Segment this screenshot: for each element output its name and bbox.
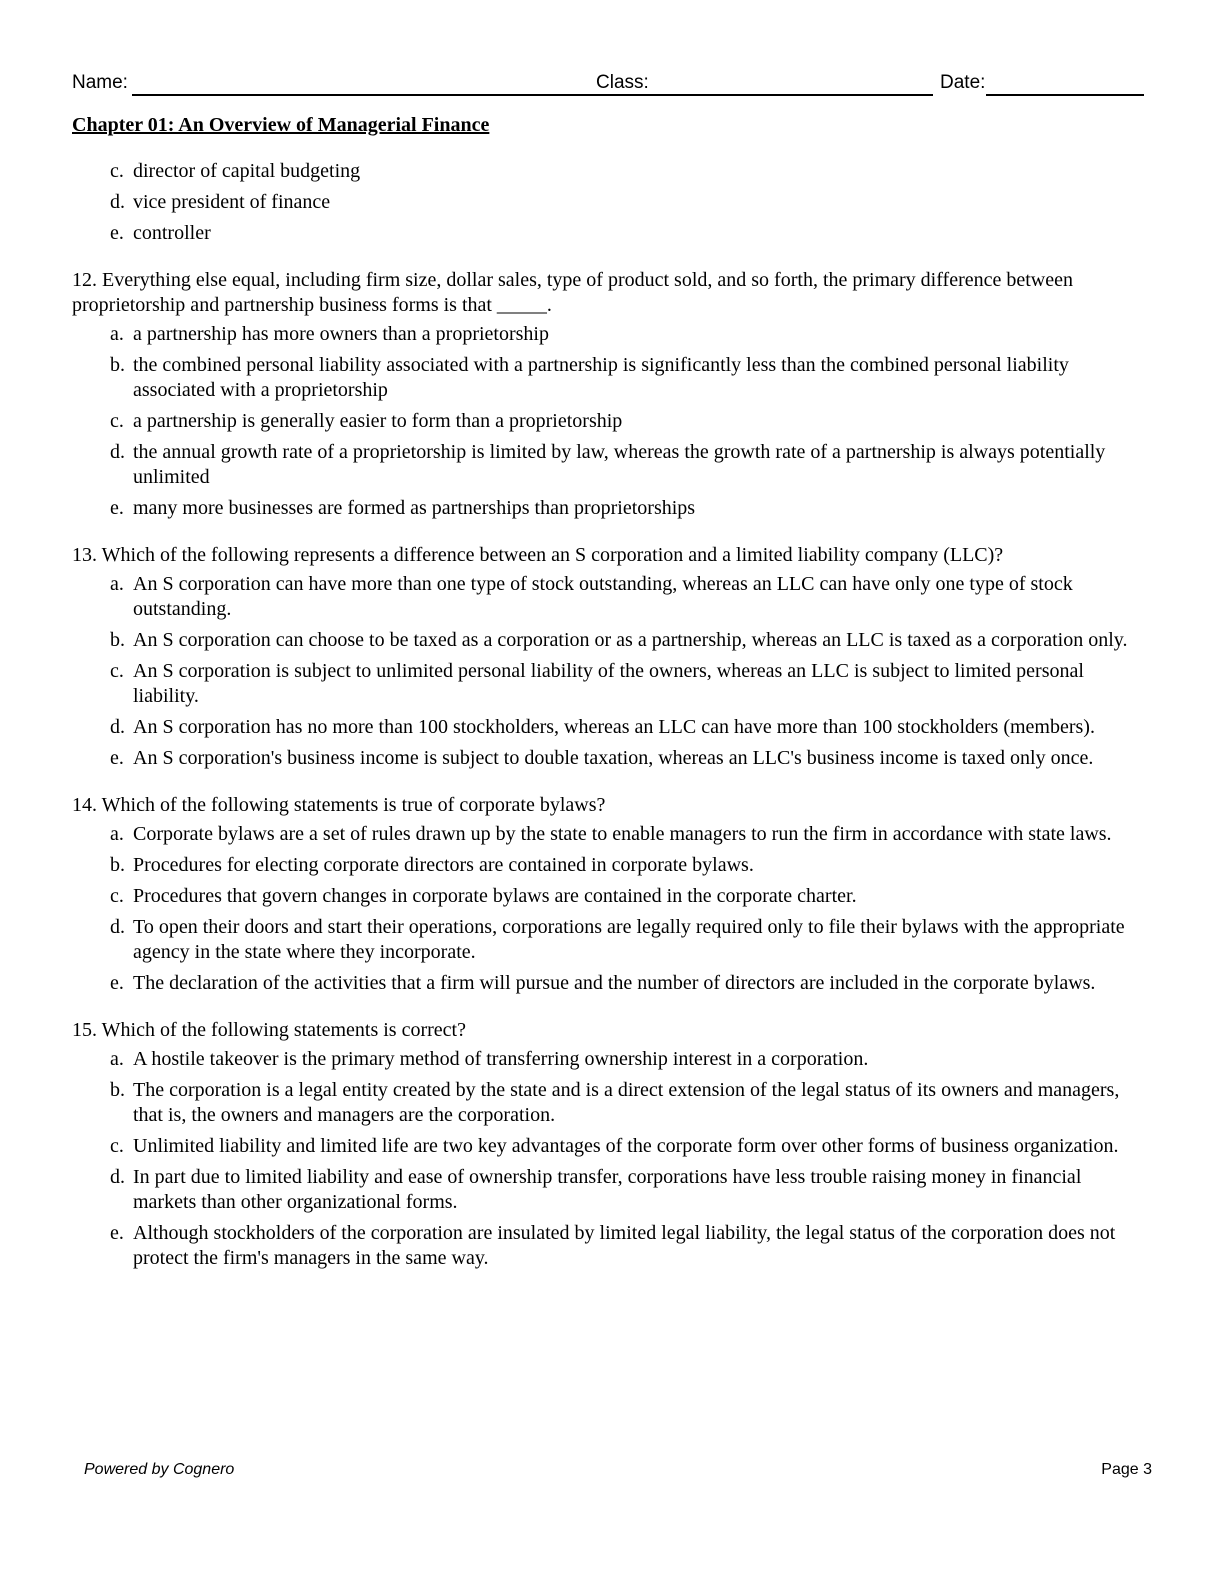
question-block: [72, 793, 1132, 996]
page-number: Page 3: [1101, 1461, 1152, 1478]
option-text: a partnership has more owners than a proprietorship: [133, 323, 549, 345]
option-text: controller: [133, 222, 211, 244]
question-text: 15. Which of the following statements is correct?: [72, 1019, 466, 1041]
question-list: [72, 268, 1132, 1271]
question-block: [72, 268, 1132, 521]
worksheet-header: [72, 72, 1144, 98]
answer-option: [110, 1078, 1132, 1128]
question-block: [72, 1018, 1132, 1271]
option-text: A hostile takeover is the primary method of transferring ownership interest in a corporation.: [133, 1048, 869, 1070]
answer-option: [110, 221, 1132, 246]
option-letter: d.: [110, 916, 125, 938]
class-field[interactable]: [651, 94, 933, 96]
option-letter: e.: [110, 747, 124, 769]
answer-option: [110, 1165, 1132, 1215]
answer-option: [110, 1047, 1132, 1072]
answer-option: [110, 971, 1132, 996]
answer-option: [110, 409, 1132, 434]
answer-option: [110, 884, 1132, 909]
answer-option: [110, 659, 1132, 709]
option-letter: c.: [110, 885, 124, 907]
answer-option: [110, 746, 1132, 771]
question-content: [72, 159, 1132, 1277]
option-text: Although stockholders of the corporation are insulated by limited legal liability, the legal status of the corporation does not protect the firm's managers in the same way.: [133, 1222, 1116, 1269]
option-letter: c.: [110, 1135, 124, 1157]
option-text: The corporation is a legal entity created by the state and is a direct extension of the legal status of its owners and managers, that is, the owners and managers are the corporation.: [133, 1079, 1120, 1126]
option-text: the combined personal liability associated with a partnership is significantly less than the combined personal liability associated with a proprietorship: [133, 354, 1069, 401]
answer-option: [110, 822, 1132, 847]
question-text: 14. Which of the following statements is true of corporate bylaws?: [72, 794, 606, 816]
option-text: An S corporation has no more than 100 stockholders, whereas an LLC can have more than 100 stockholders (members).: [133, 716, 1095, 738]
option-letter: e.: [110, 972, 124, 994]
option-letter: c.: [110, 660, 124, 682]
option-text: To open their doors and start their operations, corporations are legally required only to file their bylaws with the appropriate agency in the state where they incorporate.: [133, 916, 1125, 963]
option-text: An S corporation can choose to be taxed as a corporation or as a partnership, whereas an LLC is taxed as a corporation only.: [133, 629, 1128, 651]
option-text: In part due to limited liability and ease of ownership transfer, corporations have less trouble raising money in financial markets than other organizational forms.: [133, 1166, 1082, 1213]
option-text: An S corporation can have more than one type of stock outstanding, whereas an LLC can have only one type of stock outstanding.: [133, 573, 1073, 620]
option-letter: b.: [110, 629, 125, 651]
question-text: 12. Everything else equal, including firm size, dollar sales, type of product sold, and so forth, the primary difference between proprietorship and partnership business forms is that _____.: [72, 269, 1073, 316]
option-text: An S corporation's business income is subject to double taxation, whereas an LLC's business income is taxed only once.: [133, 747, 1094, 769]
option-text: Procedures that govern changes in corporate bylaws are contained in the corporate charter.: [133, 885, 857, 907]
continued-options: [72, 159, 1132, 246]
question-block: [72, 543, 1132, 771]
answer-option: [110, 353, 1132, 403]
option-letter: d.: [110, 191, 125, 213]
powered-by: Powered by Cognero: [84, 1461, 235, 1478]
option-letter: a.: [110, 573, 124, 595]
option-text: An S corporation is subject to unlimited personal liability of the owners, whereas an LLC is subject to limited personal liability.: [133, 660, 1084, 707]
answer-option: [110, 715, 1132, 740]
option-letter: c.: [110, 410, 124, 432]
answer-option: [110, 322, 1132, 347]
answer-option: [110, 572, 1132, 622]
option-letter: d.: [110, 716, 125, 738]
answer-option: [110, 853, 1132, 878]
option-letter: b.: [110, 1079, 125, 1101]
option-letter: e.: [110, 222, 124, 244]
option-letter: a.: [110, 323, 124, 345]
date-field[interactable]: [986, 94, 1144, 96]
answer-option: [110, 628, 1132, 653]
name-label: Name:: [72, 72, 128, 93]
option-text: a partnership is generally easier to form than a proprietorship: [133, 410, 623, 432]
option-text: the annual growth rate of a proprietorship is limited by law, whereas the growth rate of a partnership is always potentially unlimited: [133, 441, 1106, 488]
option-letter: c.: [110, 160, 124, 182]
option-letter: b.: [110, 354, 125, 376]
option-letter: e.: [110, 497, 124, 519]
option-text: Corporate bylaws are a set of rules drawn up by the state to enable managers to run the firm in accordance with state laws.: [133, 823, 1112, 845]
answer-option: [110, 440, 1132, 490]
answer-option: [110, 1134, 1132, 1159]
option-text: vice president of finance: [133, 191, 331, 213]
option-text: many more businesses are formed as partnerships than proprietorships: [133, 497, 696, 519]
name-field[interactable]: [132, 94, 660, 96]
answer-option: [110, 159, 1132, 184]
answer-option: [110, 496, 1132, 521]
answer-option: [110, 915, 1132, 965]
option-letter: d.: [110, 1166, 125, 1188]
option-letter: e.: [110, 1222, 124, 1244]
option-letter: a.: [110, 1048, 124, 1070]
chapter-title: Chapter 01: An Overview of Managerial Finance: [72, 114, 490, 136]
option-letter: b.: [110, 854, 125, 876]
option-text: director of capital budgeting: [133, 160, 361, 182]
option-text: Unlimited liability and limited life are two key advantages of the corporate form over other forms of business organization.: [133, 1135, 1119, 1157]
class-label: Class:: [596, 72, 649, 93]
option-letter: a.: [110, 823, 124, 845]
option-letter: d.: [110, 441, 125, 463]
option-text: The declaration of the activities that a firm will pursue and the number of directors are included in the corporate bylaws.: [133, 972, 1096, 994]
answer-option: [110, 190, 1132, 215]
option-text: Procedures for electing corporate directors are contained in corporate bylaws.: [133, 854, 754, 876]
date-label: Date:: [940, 72, 986, 93]
question-text: 13. Which of the following represents a difference between an S corporation and a limited liability company (LLC)?: [72, 544, 1004, 566]
answer-option: [110, 1221, 1132, 1271]
